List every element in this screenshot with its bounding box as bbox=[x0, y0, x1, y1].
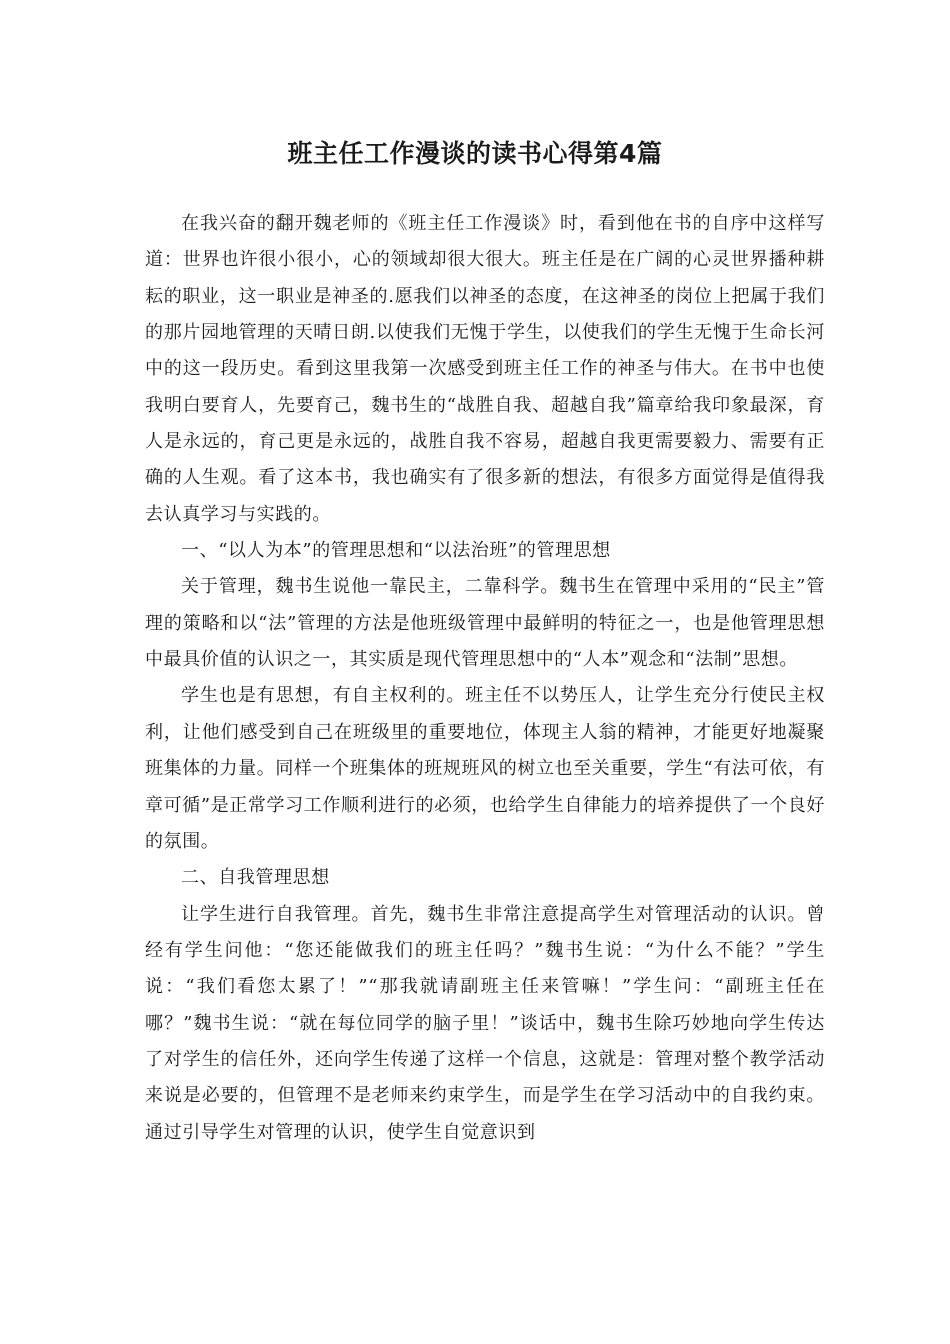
document-body bbox=[145, 206, 825, 1151]
section-heading-2: 二、自我管理思想 bbox=[181, 867, 330, 889]
section-heading-1: 一、“以人为本”的管理思想和“以法治班”的管理思想 bbox=[181, 540, 611, 562]
document-title: 班主任工作漫谈的读书心得第4篇 bbox=[287, 139, 663, 168]
paragraph-self-management: 让学生进行自我管理。首先，魏书生非常注意提高学生对管理活动的认识。曾经有学生问他：“您还能做我们的班主任吗？”魏书生说：“为什么不能？”学生说：“我们看您太累了！”“那我就请副班主任来管嘛！”学生问：“副班主任在哪？”魏书生说：“就在每位同学的脑子里！”谈话中，魏书生除巧妙地向学生传达了对学生的信任外，还向学生传递了这样一个信息，这就是：管理对整个教学活动来说是必要的，但管理不是老师来约束学生，而是学生在学习活动中的自我约束。通过引导学生对管理的认识，使学生自觉意识到 bbox=[145, 903, 825, 1143]
paragraph-intro: 在我兴奋的翻开魏老师的《班主任工作漫谈》时，看到他在书的自序中这样写道：世界也许很小很小，心的领域却很大很大。班主任是在广阔的心灵世界播种耕耘的职业，这一职业是神圣的.愿我们以神圣的态度，在这神圣的岗位上把属于我们的那片园地管理的天晴日朗.以使我们无愧于学生，以使我们的学生无愧于生命长河中的这一段历史。看到这里我第一次感受到班主任工作的神圣与伟大。在书中也使我明白要育人，先要育己，魏书生的“战胜自我、超越自我”篇章给我印象最深，育人是永远的，育己更是永远的，战胜自我不容易，超越自我更需要毅力、需要有正确的人生观。看了这本书，我也确实有了很多新的想法，有很多方面觉得是值得我去认真学习与实践的。 bbox=[145, 213, 825, 525]
paragraph-students: 学生也是有思想，有自主权利的。班主任不以势压人，让学生充分行使民主权利，让他们感受到自己在班级里的重要地位，体现主人翁的精神，才能更好地凝聚班集体的力量。同样一个班集体的班规班风的树立也至关重要，学生“有法可依，有章可循”是正常学习工作顺利进行的必须，也给学生自律能力的培养提供了一个良好的氛围。 bbox=[145, 685, 825, 852]
paragraph-management: 关于管理，魏书生说他一靠民主，二靠科学。魏书生在管理中采用的“民主”管理的策略和以“法”管理的方法是他班级管理中最鲜明的特征之一，也是他管理思想中最具价值的认识之一，其实质是现代管理思想中的“人本”观念和“法制”思想。 bbox=[145, 576, 825, 671]
